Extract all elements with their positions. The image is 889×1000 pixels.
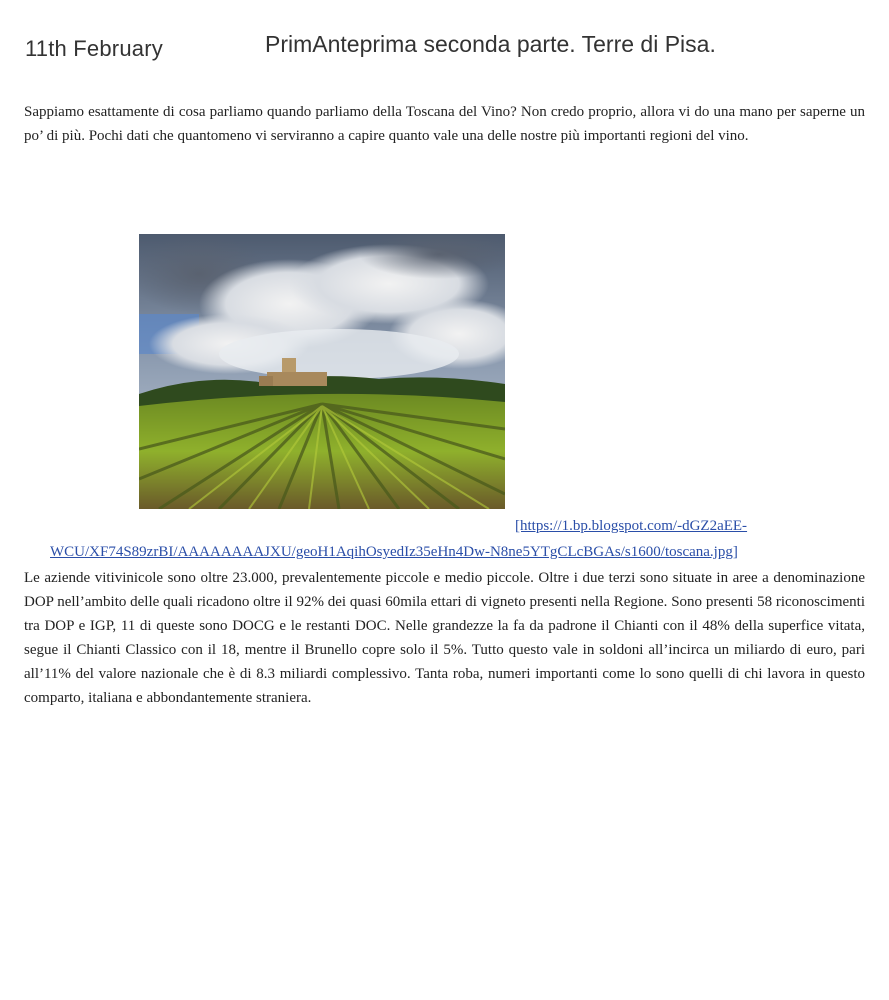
post-date: 11th February (25, 36, 163, 61)
image-source-link[interactable]: [https://1.bp.blogspot.com/-dGZ2aEE- (515, 518, 748, 534)
intro-paragraph: Sappiamo esattamente di cosa parliamo quando parliamo della Toscana del Vino? Non credo proprio, allora vi do una mano per saperne un po’ di più. Pochi dati che quantomeno vi serviranno a capire quanto vale una delle nostre più importanti regioni del vino. (24, 104, 865, 144)
image-source-link-continued[interactable]: WCU/XF74S89zrBI/AAAAAAAAJXU/geoH1AqihOsyedIz35eHn4Dw-N8ne5YTgCLcBGAs/s1600/toscana.jpg] (50, 544, 738, 560)
post-title: PrimAnteprima seconda parte. Terre di Pisa. (265, 31, 716, 57)
tuscany-vineyard-photo (139, 234, 505, 509)
body-paragraph: Le aziende vitivinicole sono oltre 23.000, prevalentemente piccole e medio piccole. Oltre i due terzi sono situate in aree a denominazione DOP nell’ambito delle quali ricadono oltre il 92% dei quasi 60mila ettari di vigneto presenti nella Regione. Sono presenti 58 riconoscimenti tra DOP e IGP, 11 di queste sono DOCG e le restanti DOC. Nelle grandezze la fa da padrone il Chianti con il 48% della superfice vitata, segue il Chianti Classico con il 18, mentre il Brunello copre solo il 5%. Tutto questo vale in soldoni all’incirca un miliardo di euro, pari all’11% del valore nazionale che è di 8.3 miliardi complessivo. Tanta roba, numeri importanti come lo sono quelli di chi lavora in questo comparto, italiana e abbondantemente straniera. (24, 570, 865, 706)
